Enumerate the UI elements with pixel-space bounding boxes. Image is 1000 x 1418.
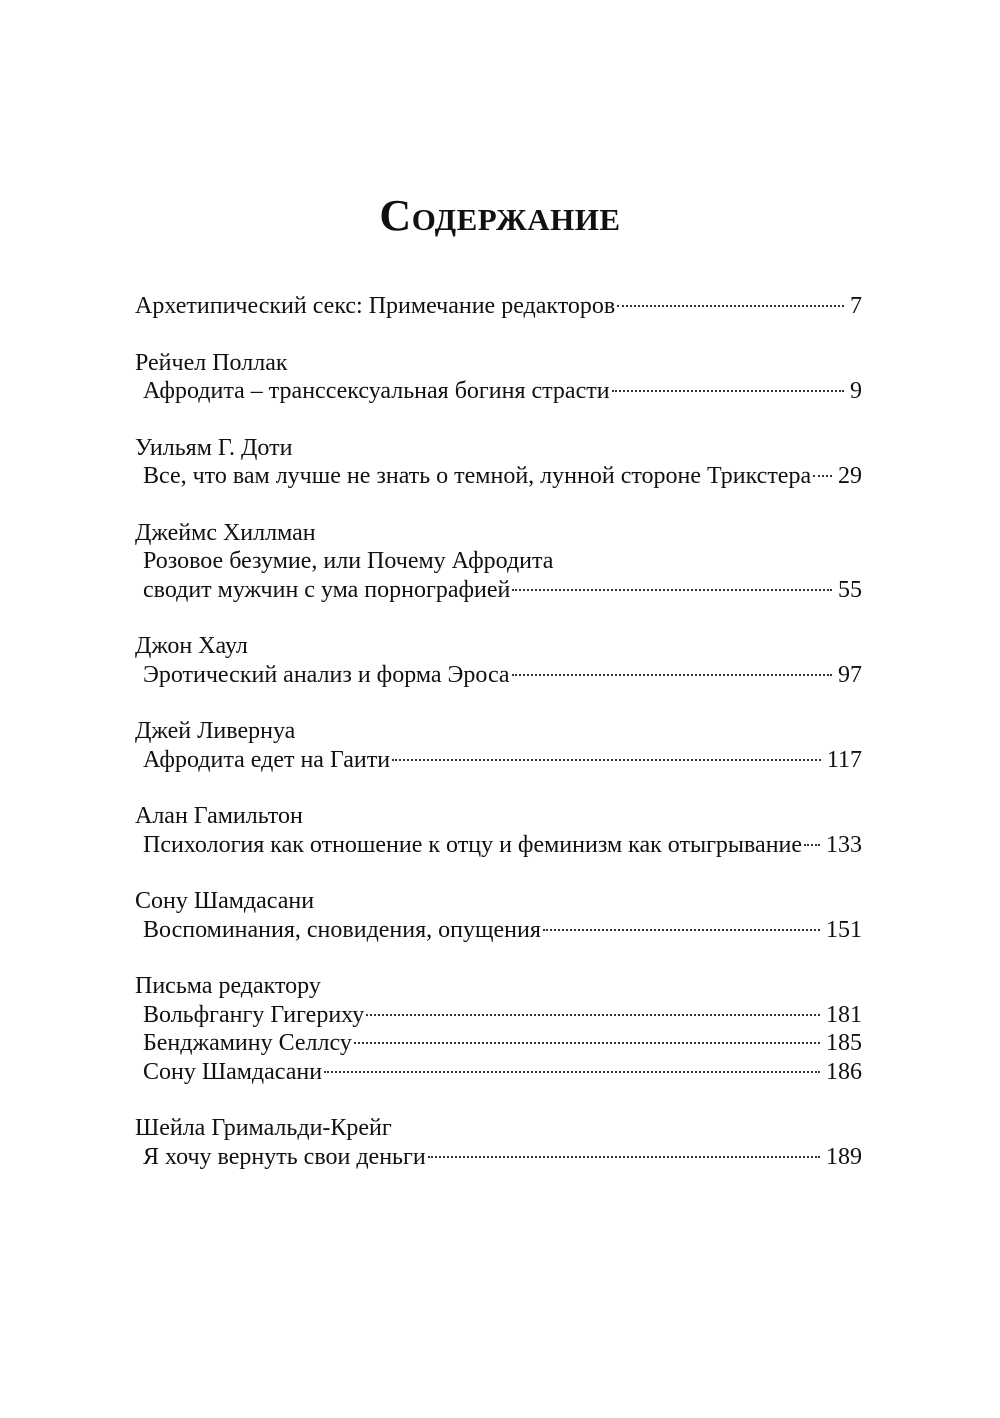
toc-group (135, 349, 862, 406)
toc-group (135, 1114, 862, 1171)
toc-group (135, 802, 862, 859)
dot-leader (392, 759, 821, 761)
toc-page-number: 189 (826, 1143, 862, 1170)
toc-entry-label: Бенджамину Селлсу (143, 1030, 352, 1056)
toc-page-number: 151 (826, 916, 862, 943)
toc-entry-label: Афродита – транссексуальная богиня страсти (143, 378, 610, 404)
dot-leader (512, 674, 832, 676)
toc-entry-label: Я хочу вернуть свои деньги (143, 1143, 426, 1170)
toc-page-number: 55 (838, 576, 862, 603)
toc-entry-label: Психология как отношение к отцу и феминизм как отыгрывание (143, 831, 803, 858)
toc-page-number: 117 (826, 746, 862, 773)
toc-author: Алан Гамильтон (135, 803, 303, 829)
toc-page-number: 29 (838, 463, 862, 489)
toc-entry-label: сводит мужчин с ума порнографией (143, 576, 511, 603)
toc-entry-label: Архетипический секс: Примечание редакторов (135, 293, 616, 319)
toc-entry (135, 1143, 862, 1172)
toc-page-number: 9 (850, 378, 862, 404)
toc-group (135, 887, 862, 944)
toc-entry (135, 661, 862, 690)
toc-page-number: 181 (826, 1001, 862, 1028)
toc-group (135, 632, 862, 689)
toc-entry-label: Воспоминания, сновидения, опущения (143, 916, 541, 943)
toc-entry-label: Эротический анализ и форма Эроса (143, 661, 510, 688)
toc-author: Джей Ливернуа (135, 718, 296, 744)
dot-leader (543, 929, 820, 931)
toc-entry-label: Сону Шамдасани (143, 1058, 323, 1085)
toc-entry (135, 1001, 862, 1030)
dot-leader (804, 844, 820, 846)
toc-author: Сону Шамдасани (135, 888, 315, 914)
toc-page-number: 133 (826, 831, 862, 858)
toc-page-number: 185 (826, 1030, 862, 1056)
dot-leader (366, 1014, 820, 1016)
toc-entry (135, 462, 862, 491)
dot-leader (512, 589, 832, 591)
toc-author: Шейла Гримальди-Крейг (135, 1115, 392, 1141)
toc-entry (135, 292, 862, 321)
toc-group (135, 434, 862, 491)
toc-author: Рейчел Поллак (135, 349, 288, 376)
toc-entry-label: Все, что вам лучше не знать о темной, лунной стороне Трикстера (143, 463, 812, 489)
page-title: Содержание (379, 191, 621, 240)
toc-group-intro (135, 292, 862, 321)
toc-entry (135, 576, 862, 605)
toc-group (135, 717, 862, 774)
toc-page-number: 97 (838, 661, 862, 688)
toc-entry-label: Афродита едет на Гаити (143, 746, 391, 773)
dot-leader (612, 390, 844, 392)
toc-entry-label: Вольфгангу Гигериху (143, 1001, 365, 1028)
toc-page-number: 7 (850, 293, 862, 319)
dot-leader (428, 1156, 820, 1158)
table-of-contents (135, 292, 862, 1199)
toc-entry-lead: Розовое безумие, или Почему Афродита (143, 548, 554, 574)
dot-leader (813, 475, 832, 477)
toc-entry (135, 1058, 862, 1087)
dot-leader (354, 1042, 820, 1044)
toc-page-number: 186 (826, 1058, 862, 1085)
toc-entry (135, 746, 862, 775)
toc-author: Уильям Г. Доти (135, 434, 293, 461)
toc-group (135, 972, 862, 1086)
toc-entry (135, 377, 862, 406)
dot-leader (617, 305, 844, 307)
toc-group (135, 519, 862, 605)
dot-leader (324, 1071, 820, 1073)
toc-entry (135, 831, 862, 860)
toc-entry (135, 1029, 862, 1058)
toc-author: Джеймс Хиллман (135, 519, 316, 546)
toc-author: Письма редактору (135, 973, 321, 999)
toc-entry (135, 916, 862, 945)
toc-author: Джон Хаул (135, 633, 248, 659)
